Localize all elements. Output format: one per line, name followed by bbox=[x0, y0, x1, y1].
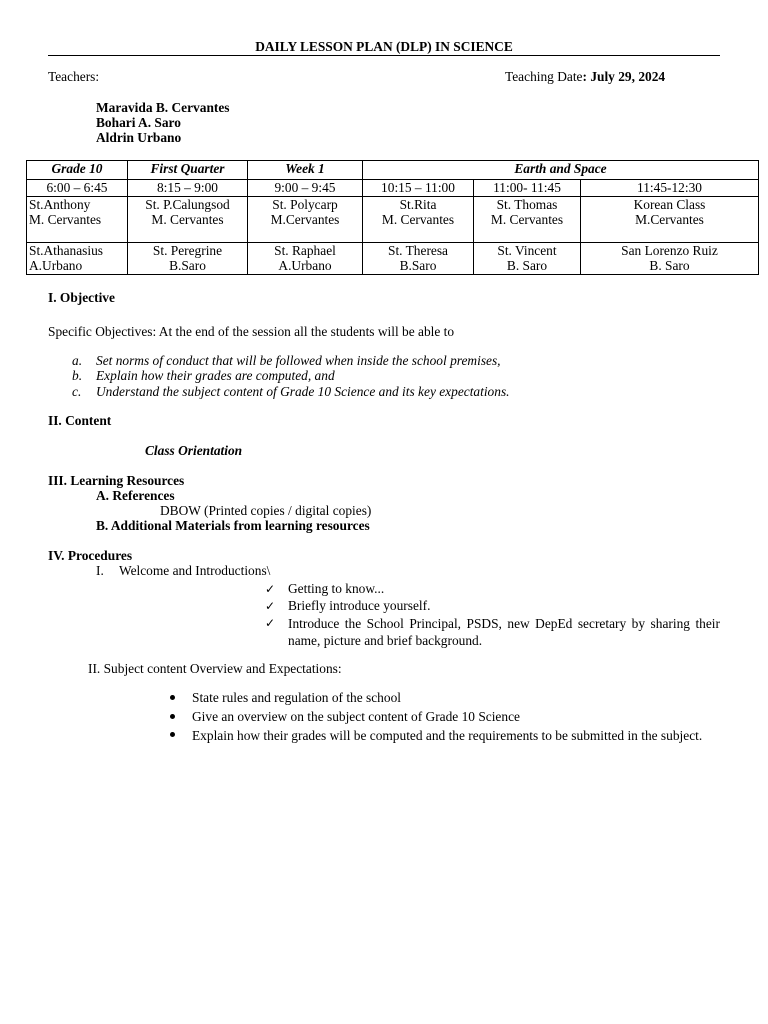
section-teacher: B.Saro bbox=[399, 258, 437, 273]
schedule-cell bbox=[27, 196, 128, 242]
section-teacher: M.Cervantes bbox=[270, 212, 340, 227]
procedure-check-item: Briefly introduce yourself. bbox=[288, 598, 431, 613]
schedule-cell bbox=[363, 196, 474, 242]
schedule-cell bbox=[474, 242, 581, 274]
schedule-cell bbox=[248, 242, 363, 274]
title-rule bbox=[48, 55, 720, 56]
procedure-step-2: II. Subject content Overview and Expectations: bbox=[88, 661, 342, 676]
step-marker: I. bbox=[96, 563, 104, 578]
header-topic: Earth and Space bbox=[363, 161, 759, 180]
section-name: St. Theresa bbox=[388, 242, 448, 258]
objective-heading: I. Objective bbox=[48, 290, 115, 305]
section-name: St. P.Calungsod bbox=[145, 196, 230, 212]
section-teacher: B. Saro bbox=[649, 258, 690, 273]
section-teacher: M. Cervantes bbox=[29, 212, 102, 227]
content-topic: Class Orientation bbox=[145, 443, 243, 458]
section-name: St.Rita bbox=[399, 196, 437, 212]
section-teacher: B.Saro bbox=[169, 258, 206, 273]
section-name: St. Raphael bbox=[274, 242, 336, 258]
section-teacher: A.Urbano bbox=[278, 258, 332, 273]
schedule-cell bbox=[581, 242, 759, 274]
section-teacher: M. Cervantes bbox=[151, 212, 224, 227]
section-name: Korean Class bbox=[633, 196, 706, 212]
objective-text: Explain how their grades are computed, and bbox=[96, 368, 335, 383]
schedule-row bbox=[27, 242, 759, 274]
resources-heading: III. Learning Resources bbox=[48, 473, 185, 488]
section-name: San Lorenzo Ruiz bbox=[621, 242, 718, 258]
time-cell: 10:15 – 11:00 bbox=[363, 180, 474, 197]
time-cell: 6:00 – 6:45 bbox=[27, 180, 128, 197]
content-heading: II. Content bbox=[48, 413, 112, 428]
schedule-cell bbox=[128, 196, 248, 242]
list-marker: a. bbox=[72, 353, 83, 368]
section-name: St. Polycarp bbox=[272, 196, 338, 212]
section-teacher: M. Cervantes bbox=[490, 212, 564, 227]
list-marker: c. bbox=[72, 384, 82, 399]
page-title: DAILY LESSON PLAN (DLP) IN SCIENCE bbox=[255, 39, 513, 54]
teaching-date-value: : July 29, 2024 bbox=[582, 69, 666, 84]
schedule-cell bbox=[363, 242, 474, 274]
section-name: St. Thomas bbox=[496, 196, 558, 212]
procedure-bullet-item: State rules and regulation of the school bbox=[192, 690, 401, 705]
teacher-name: Bohari A. Saro bbox=[96, 115, 181, 130]
list-marker: b. bbox=[72, 368, 83, 383]
header-quarter: First Quarter bbox=[128, 161, 248, 180]
check-mark-icon: ✓ bbox=[265, 599, 276, 613]
schedule-row bbox=[27, 196, 759, 242]
time-cell: 11:45-12:30 bbox=[581, 180, 759, 197]
objective-intro: Specific Objectives: At the end of the session all the students will be able to bbox=[48, 324, 455, 339]
teachers-label: Teachers: bbox=[48, 69, 100, 84]
references-label: A. References bbox=[96, 488, 175, 503]
teaching-date bbox=[505, 69, 665, 85]
section-name: St. Vincent bbox=[497, 242, 557, 258]
procedure-check-item: Introduce the School Principal, PSDS, new DepEd secretary by sharing their name, picture and brief background. bbox=[288, 616, 720, 648]
section-teacher: B. Saro bbox=[506, 258, 548, 273]
time-cell: 8:15 – 9:00 bbox=[128, 180, 248, 197]
schedule-cell bbox=[248, 196, 363, 242]
bullet-icon bbox=[170, 732, 175, 737]
section-name: St.Athanasius bbox=[29, 242, 104, 258]
objective-text: Understand the subject content of Grade 10 Science and its key expectations. bbox=[96, 384, 510, 399]
additional-materials-label: B. Additional Materials from learning resources bbox=[96, 518, 370, 533]
bullet-icon bbox=[170, 695, 175, 700]
schedule-table bbox=[26, 160, 759, 275]
check-mark-icon: ✓ bbox=[265, 616, 276, 630]
section-name: St. Peregrine bbox=[152, 242, 223, 258]
header-week: Week 1 bbox=[248, 161, 363, 180]
schedule-cell bbox=[128, 242, 248, 274]
teacher-name: Aldrin Urbano bbox=[96, 130, 182, 145]
section-teacher: M.Cervantes bbox=[635, 212, 704, 227]
teacher-name: Maravida B. Cervantes bbox=[96, 100, 230, 115]
procedures-heading: IV. Procedures bbox=[48, 548, 133, 563]
objective-text: Set norms of conduct that will be followed when inside the school premises, bbox=[96, 353, 501, 368]
time-cell: 9:00 – 9:45 bbox=[248, 180, 363, 197]
procedure-check-item: Getting to know... bbox=[288, 581, 385, 596]
procedure-bullet-item: Explain how their grades will be computed and the requirements to be submitted in the subject. bbox=[192, 728, 703, 743]
schedule-cell bbox=[581, 196, 759, 242]
bullet-icon bbox=[170, 714, 175, 719]
header-grade: Grade 10 bbox=[27, 161, 128, 180]
schedule-times-row bbox=[27, 180, 759, 197]
procedure-bullet-item: Give an overview on the subject content of Grade 10 Science bbox=[192, 709, 520, 724]
section-name: St.Anthony bbox=[29, 196, 91, 212]
schedule-cell bbox=[27, 242, 128, 274]
references-value: DBOW (Printed copies / digital copies) bbox=[160, 503, 372, 518]
section-teacher: A.Urbano bbox=[29, 258, 83, 273]
check-mark-icon: ✓ bbox=[265, 582, 276, 596]
time-cell: 11:00- 11:45 bbox=[474, 180, 581, 197]
section-teacher: M. Cervantes bbox=[381, 212, 455, 227]
schedule-header-row bbox=[27, 161, 759, 180]
step-text: Welcome and Introductions\ bbox=[119, 563, 271, 578]
teaching-date-label: Teaching Date bbox=[505, 69, 583, 84]
schedule-cell bbox=[474, 196, 581, 242]
